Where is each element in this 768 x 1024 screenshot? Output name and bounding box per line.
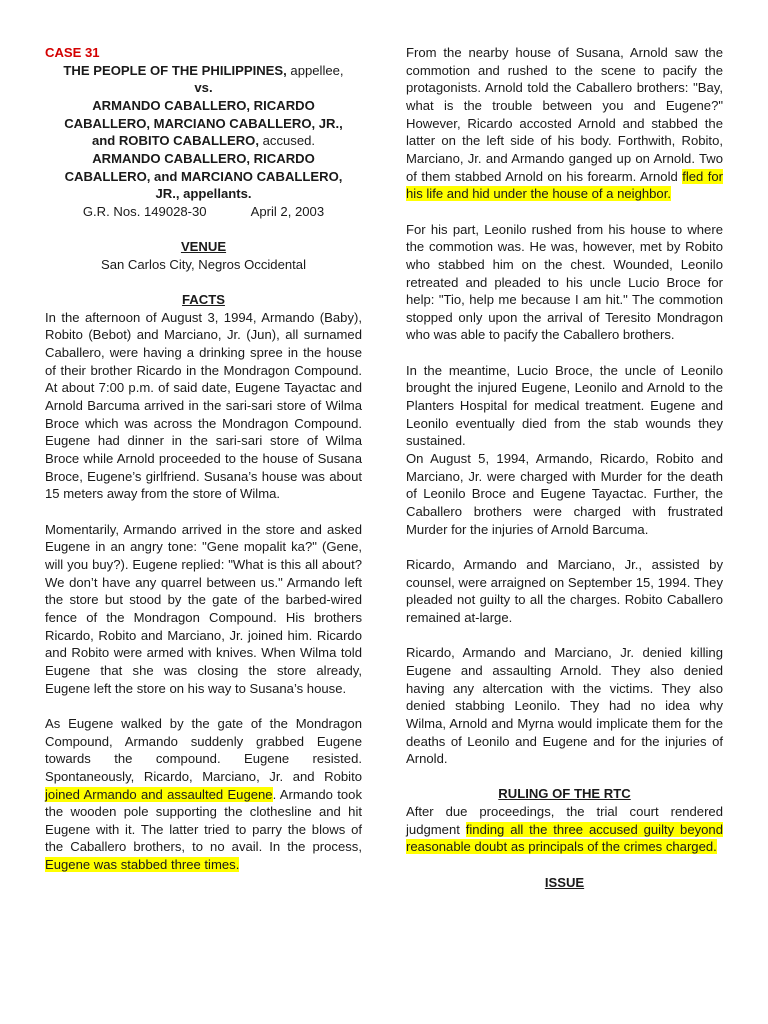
facts-paragraph-4 bbox=[406, 44, 723, 203]
ruling-text-a: After due proceedings, the trial court rendered judgment bbox=[406, 804, 723, 837]
accused-line-2: CABALLERO, MARCIANO CABALLERO, JR., bbox=[64, 115, 343, 131]
accused-label: accused. bbox=[259, 133, 316, 149]
facts-paragraph-3 bbox=[45, 715, 362, 874]
facts-paragraph-8: Ricardo, Armando and Marciano, Jr., assisted by counsel, were arraigned on September 15, 1994. They pleaded not guilty to all the charges. Robito Caballero remained at-large. bbox=[406, 556, 723, 625]
accused-line-3-names: and ROBITO CABALLERO, bbox=[91, 133, 260, 149]
highlight-guilty: finding all the three accused guilty beyond reasonable doubt as principals of the crimes charged. bbox=[406, 821, 723, 855]
highlight-joined-assault: joined Armando and assaulted Eugene bbox=[45, 786, 273, 802]
facts-paragraph-7: On August 5, 1994, Armando, Ricardo, Robito and Marciano, Jr. were charged with Murder for the death of Leonilo Broce and Eugene Tayactac. Further, the Caballero brothers were charged with frustrated Murder for the injuries of Arnold Barcuma. bbox=[406, 451, 723, 537]
party-appellee bbox=[45, 62, 362, 80]
case-label: CASE 31 bbox=[45, 45, 100, 60]
accused-line-3 bbox=[45, 132, 362, 150]
appellants-line-3: JR., appellants. bbox=[155, 186, 252, 202]
facts-paragraph-3-text-b: . Armando took the wooden pole supporting the clothesline and hit Eugene with it. The latter tried to parry the blows of the Caballero brothers, to no avail. In the process, bbox=[45, 786, 362, 855]
ruling-text bbox=[406, 803, 723, 856]
issue-heading: ISSUE bbox=[544, 874, 585, 890]
people-name: THE PEOPLE OF THE PHILIPPINES, bbox=[63, 62, 287, 78]
ruling-heading: RULING OF THE RTC bbox=[498, 786, 631, 802]
accused-line-1: ARMANDO CABALLERO, RICARDO bbox=[92, 97, 315, 113]
facts-heading: FACTS bbox=[182, 292, 225, 308]
left-column bbox=[45, 44, 362, 874]
appellants-line-1: ARMANDO CABALLERO, RICARDO bbox=[92, 150, 315, 166]
venue-heading: VENUE bbox=[180, 239, 227, 255]
appellants-line-2: CABALLERO, and MARCIANO CABALLERO, bbox=[64, 168, 343, 184]
venue-text: San Carlos City, Negros Occidental bbox=[101, 256, 306, 272]
gr-number: G.R. Nos. 149028-30 bbox=[82, 203, 207, 219]
right-column bbox=[406, 44, 723, 891]
versus: vs. bbox=[194, 80, 213, 96]
facts-paragraph-4-text: From the nearby house of Susana, Arnold saw the commotion and rushed to the scene to pacify the protagonists. Arnold told the Caballero brothers: "Bay, what is the trouble between you and Eugene?" However, Ricardo accosted Arnold and stabbed the latter on the left side of his body. Forthwith, Robito, Marciano, Jr. and Armando ganged up on Arnold. Two of them stabbed Arnold on his forearm. Arnold bbox=[406, 45, 723, 184]
facts-paragraph-2: Momentarily, Armando arrived in the store and asked Eugene in an angry tone: "Gene mopalit ka?" (Gene, will you buy?). Eugene replied: "What is this all about? We don’t have any quarrel between us." Armando left the store but stood by the gate of the barbed-wired fence of the Mondragon Compound. His brothers Ricardo, Robito and Marciano, Jr. joined him. Ricardo and Robito were armed with knives. When Wilma told Eugene that she was closing the store already, Eugene left the store on his way to Susana’s house. bbox=[45, 521, 362, 696]
appellee-label: appellee, bbox=[286, 62, 344, 78]
facts-paragraph-1: In the afternoon of August 3, 1994, Armando (Baby), Robito (Bebot) and Marciano, Jr. (Jun), all surnamed Caballero, were having a drinking spree in the house of their brother Ricardo in the Mondragon Compound. At about 7:00 p.m. of said date, Eugene Tayactac and Arnold Barcuma arrived in the sari-sari store of Wilma Broce which was across the Mondragon Compound. Eugene had dinner in the sari-sari store of Wilma Broce while Arnold proceeded to the house of Susana Broce, Eugene’s girlfriend. Susana’s house was about 15 meters away from the store of Wilma. bbox=[45, 309, 362, 502]
facts-paragraph-6: In the meantime, Lucio Broce, the uncle of Leonilo brought the injured Eugene, Leonilo and Arnold to the Planters Hospital for medical treatment. Eugene and Leonilo eventually died from the stab wounds they sustained. bbox=[406, 362, 723, 449]
facts-paragraph-9: Ricardo, Armando and Marciano, Jr. denied killing Eugene and assaulting Arnold. They also denied having any altercation with the victims. They also denied stabbing Leonilo. They had no idea why Wilma, Arnold and Myrna would implicate them for the deaths of Leonilo and Eugene and for the injuries of Arnold. bbox=[406, 645, 723, 767]
highlight-fled: fled for his life and hid under the house of a neighbor. bbox=[406, 168, 723, 202]
highlight-stabbed-three-times: Eugene was stabbed three times. bbox=[45, 857, 240, 873]
facts-paragraph-5: For his part, Leonilo rushed from his house to where the commotion was. He was, however, met by Robito who stabbed him on the chest. Wounded, Leonilo retreated and pleaded to his uncle Lucio Broce for help: "Tio, help me because I am hit." The commotion stopped only upon the arrival of Teresito Mondragon who was able to pacify the Caballero brothers. bbox=[406, 221, 723, 343]
case-number-line bbox=[45, 203, 362, 221]
facts-paragraph-3-text-a: As Eugene walked by the gate of the Mondragon Compound, Armando suddenly grabbed Eugene towards the compound. Eugene resisted. Spontaneously, Ricardo, Marciano, Jr. and Robito bbox=[45, 715, 362, 784]
decision-date: April 2, 2003 bbox=[250, 203, 325, 219]
